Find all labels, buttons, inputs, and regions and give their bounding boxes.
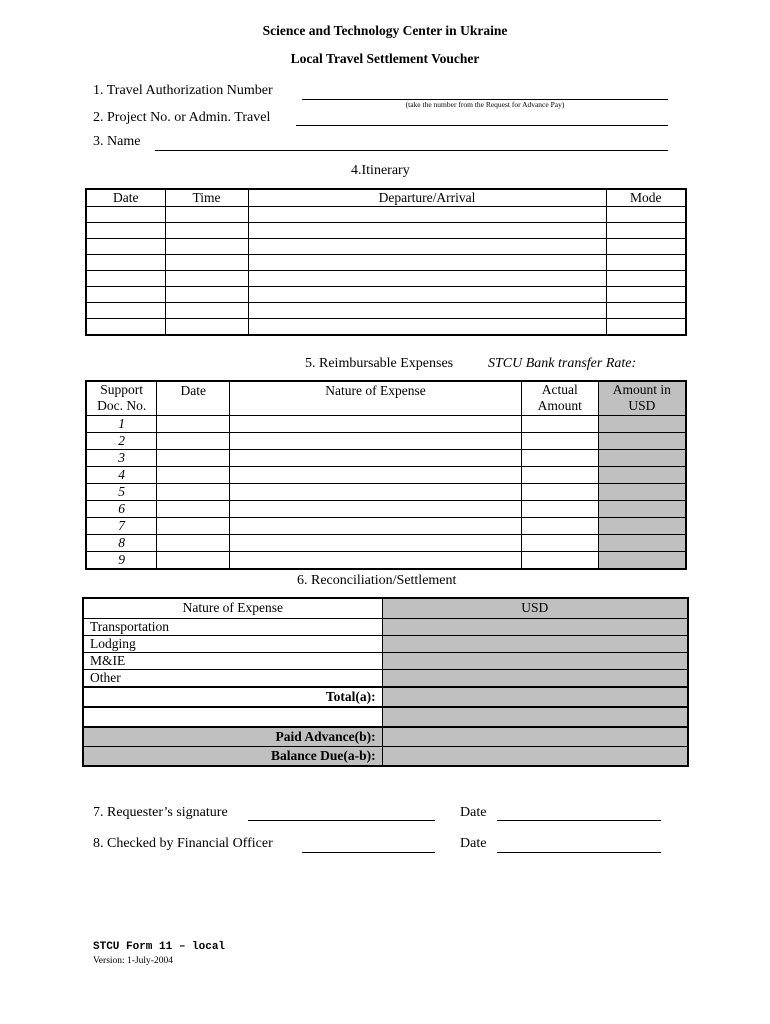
row-number: 3	[86, 449, 157, 466]
form-version: Version: 1-July-2004	[93, 956, 173, 966]
table-row	[86, 534, 686, 551]
table-row	[83, 652, 688, 669]
table-row	[86, 415, 686, 432]
reconciliation-header-usd: USD	[382, 598, 688, 618]
requester-signature-field[interactable]	[248, 820, 435, 821]
itinerary-header-departure-arrival: Departure/Arrival	[248, 189, 606, 207]
expenses-header-date: Date	[157, 381, 230, 415]
checked-date-field[interactable]	[497, 852, 661, 853]
table-row	[86, 466, 686, 483]
table-row	[83, 669, 688, 687]
table-row	[86, 239, 686, 255]
requester-date-field[interactable]	[497, 820, 661, 821]
reconciliation-header-nature: Nature of Expense	[83, 598, 382, 618]
reconciliation-row-label: Other	[83, 669, 382, 687]
reconciliation-title: 6. Reconciliation/Settlement	[297, 573, 457, 588]
expenses-table	[85, 380, 687, 570]
checked-date-label: Date	[460, 836, 487, 851]
organization-title: Science and Technology Center in Ukraine	[262, 23, 508, 38]
table-row	[86, 287, 686, 303]
checked-by-field[interactable]	[302, 852, 435, 853]
row-number: 2	[86, 432, 157, 449]
reconciliation-row-label: Lodging	[83, 635, 382, 652]
row-number: 6	[86, 500, 157, 517]
checked-by-label: 8. Checked by Financial Officer	[93, 836, 273, 851]
row-number: 7	[86, 517, 157, 534]
itinerary-header-time: Time	[165, 189, 248, 207]
table-row	[86, 517, 686, 534]
requester-signature-label: 7. Requester’s signature	[93, 805, 228, 820]
expenses-header-actual: Actual Amount	[521, 381, 598, 415]
table-row	[86, 483, 686, 500]
expenses-title: 5. Reimbursable Expenses	[305, 356, 454, 371]
table-row	[86, 319, 686, 335]
bank-rate-label: STCU Bank transfer Rate:	[488, 356, 637, 371]
table-row	[83, 635, 688, 652]
project-field[interactable]	[296, 125, 668, 126]
itinerary-title: 4.Itinerary	[351, 163, 410, 178]
table-row	[86, 432, 686, 449]
expenses-header-nature: Nature of Expense	[230, 381, 522, 415]
table-row	[86, 449, 686, 466]
expenses-header-usd: Amount in USD	[598, 381, 686, 415]
table-row	[86, 271, 686, 287]
balance-due-label: Balance Due(a-b):	[83, 747, 382, 766]
itinerary-header-date: Date	[86, 189, 165, 207]
reconciliation-row-label: Transportation	[83, 618, 382, 635]
table-row	[83, 618, 688, 635]
table-row	[86, 551, 686, 569]
table-row	[86, 223, 686, 239]
name-field[interactable]	[155, 150, 668, 151]
total-label: Total(a):	[83, 687, 382, 707]
row-number: 1	[86, 415, 157, 432]
row-number: 4	[86, 466, 157, 483]
form-title: Local Travel Settlement Voucher	[290, 51, 480, 66]
itinerary-table	[85, 188, 687, 336]
reconciliation-row-label: M&IE	[83, 652, 382, 669]
travel-auth-note: (take the number from the Request for Advance Pay)	[405, 100, 565, 109]
row-number: 5	[86, 483, 157, 500]
requester-date-label: Date	[460, 805, 487, 820]
table-row	[86, 500, 686, 517]
form-name: STCU Form 11 – local	[93, 941, 226, 953]
row-number: 8	[86, 534, 157, 551]
name-label: 3. Name	[93, 134, 141, 149]
table-row	[86, 255, 686, 271]
project-label: 2. Project No. or Admin. Travel	[93, 110, 271, 125]
itinerary-header-mode: Mode	[606, 189, 686, 207]
row-number: 9	[86, 551, 157, 569]
expenses-header-support-doc: Support Doc. No.	[86, 381, 157, 415]
paid-advance-label: Paid Advance(b):	[83, 727, 382, 747]
travel-auth-label: 1. Travel Authorization Number	[93, 83, 273, 98]
table-row	[86, 303, 686, 319]
table-row	[86, 207, 686, 223]
reconciliation-table	[82, 597, 689, 767]
